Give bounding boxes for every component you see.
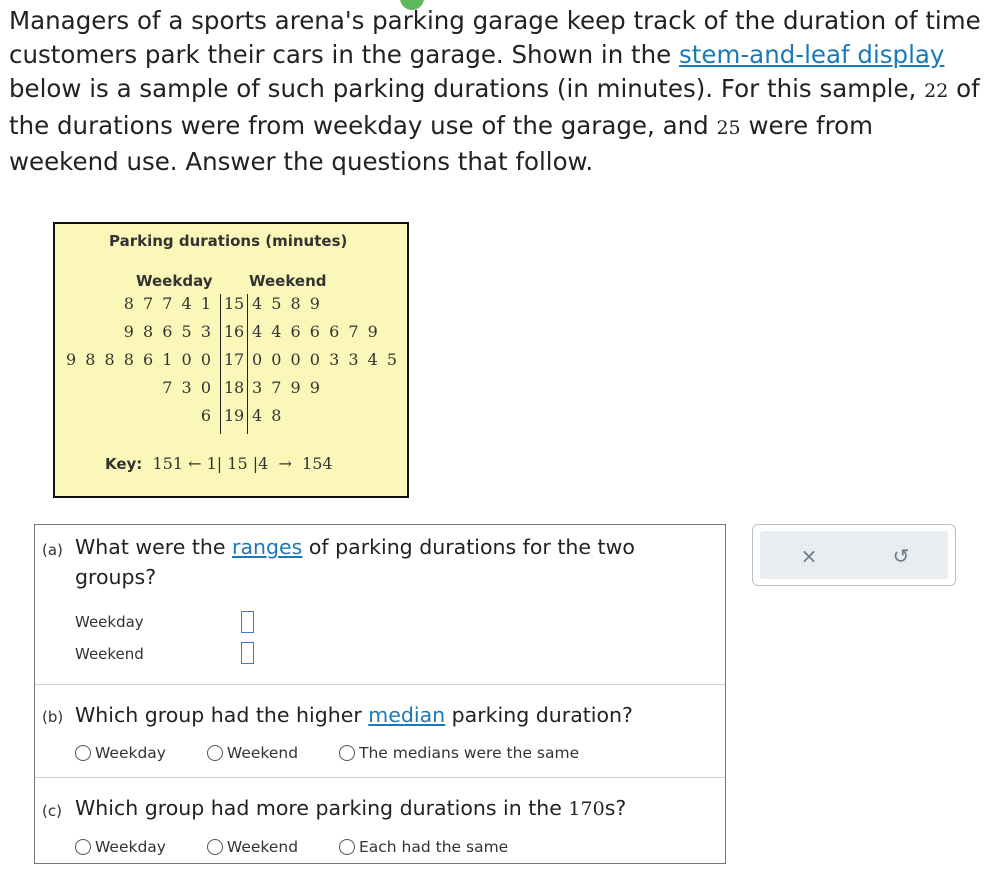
question-label: (a) [42,541,63,559]
stem-value: 16 [223,322,245,341]
clear-icon[interactable]: × [800,544,818,568]
stem-row [55,406,407,434]
tools-bar [760,531,948,579]
question-text: Which group had the higher median parking duration? [75,703,633,727]
problem-statement: Managers of a sports arena's parking garage keep track of the duration of time customers park their cars in the garage. Shown in the stem-and-leaf display below is a sample of such parking durations (in minutes). For this sample, 22 of the durations were from weekday use of the garage, and 25 were from weekend use. Answer the questions that follow. [9,6,981,176]
median-options [75,744,615,765]
weekend-count: 25 [716,116,741,139]
stem-leaf-plot [53,222,409,498]
weekday-leaves: 7 3 0 [162,378,213,397]
stem-row [55,350,407,378]
radio-icon[interactable] [75,839,91,855]
question-text: What were the ranges of parking durations for the two groups? [75,535,635,589]
stem-value: 17 [223,350,245,369]
weekday-leaves: 8 7 7 4 1 [123,294,213,313]
radio-icon[interactable] [207,839,223,855]
radio-icon[interactable] [207,745,223,761]
plot-title: Parking durations (minutes) [109,232,348,250]
option-weekday[interactable]: Weekday [75,838,166,856]
question-a [35,525,725,684]
option-same[interactable]: Each had the same [339,838,508,856]
weekend-range-label: Weekend [75,645,144,663]
weekend-leaves: 4 5 8 9 [252,294,322,313]
count-options [75,838,544,859]
plot-key: Key: 151 ← 1| 15 |4 → 154 [105,454,333,473]
question-c [35,777,725,864]
question-text: Which group had more parking durations in the 170s? [75,796,627,820]
weekday-range-label: Weekday [75,613,144,631]
weekday-leaves: 9 8 8 8 6 1 0 0 [65,350,213,369]
radio-icon[interactable] [75,745,91,761]
weekday-leaves: 6 [200,406,213,425]
weekday-leaves: 9 8 6 5 3 [123,322,213,341]
weekday-range-input[interactable] [241,611,254,633]
weekend-leaves: 4 4 6 6 6 7 9 [252,322,380,341]
radio-icon[interactable] [339,839,355,855]
undo-icon[interactable]: ↺ [892,544,910,568]
radio-icon[interactable] [339,745,355,761]
answer-tools [752,524,956,586]
option-weekend[interactable]: Weekend [207,838,298,856]
question-label: (c) [42,802,62,820]
number-170: 170 [568,798,605,820]
option-same[interactable]: The medians were the same [339,744,579,762]
stem-and-leaf-link[interactable]: stem-and-leaf display [679,40,945,70]
questions-panel [34,524,726,864]
stem-value: 18 [223,378,245,397]
weekend-header: Weekend [249,272,327,290]
weekday-count: 22 [924,80,949,103]
ranges-link[interactable]: ranges [232,535,303,559]
stem-row [55,378,407,406]
option-weekday[interactable]: Weekday [75,744,166,762]
right-divider [247,294,248,434]
stem-row [55,322,407,350]
stem-value: 15 [223,294,245,313]
weekday-header: Weekday [136,272,213,290]
question-label: (b) [42,708,64,726]
median-link[interactable]: median [368,703,446,727]
stem-row [55,294,407,322]
weekend-range-input[interactable] [241,642,254,664]
weekend-leaves: 3 7 9 9 [252,378,322,397]
stem-value: 19 [223,406,245,425]
weekend-leaves: 0 0 0 0 3 3 4 5 [252,350,400,369]
left-divider [220,294,221,434]
option-weekend[interactable]: Weekend [207,744,298,762]
weekend-leaves: 4 8 [252,406,284,425]
question-b [35,684,725,778]
